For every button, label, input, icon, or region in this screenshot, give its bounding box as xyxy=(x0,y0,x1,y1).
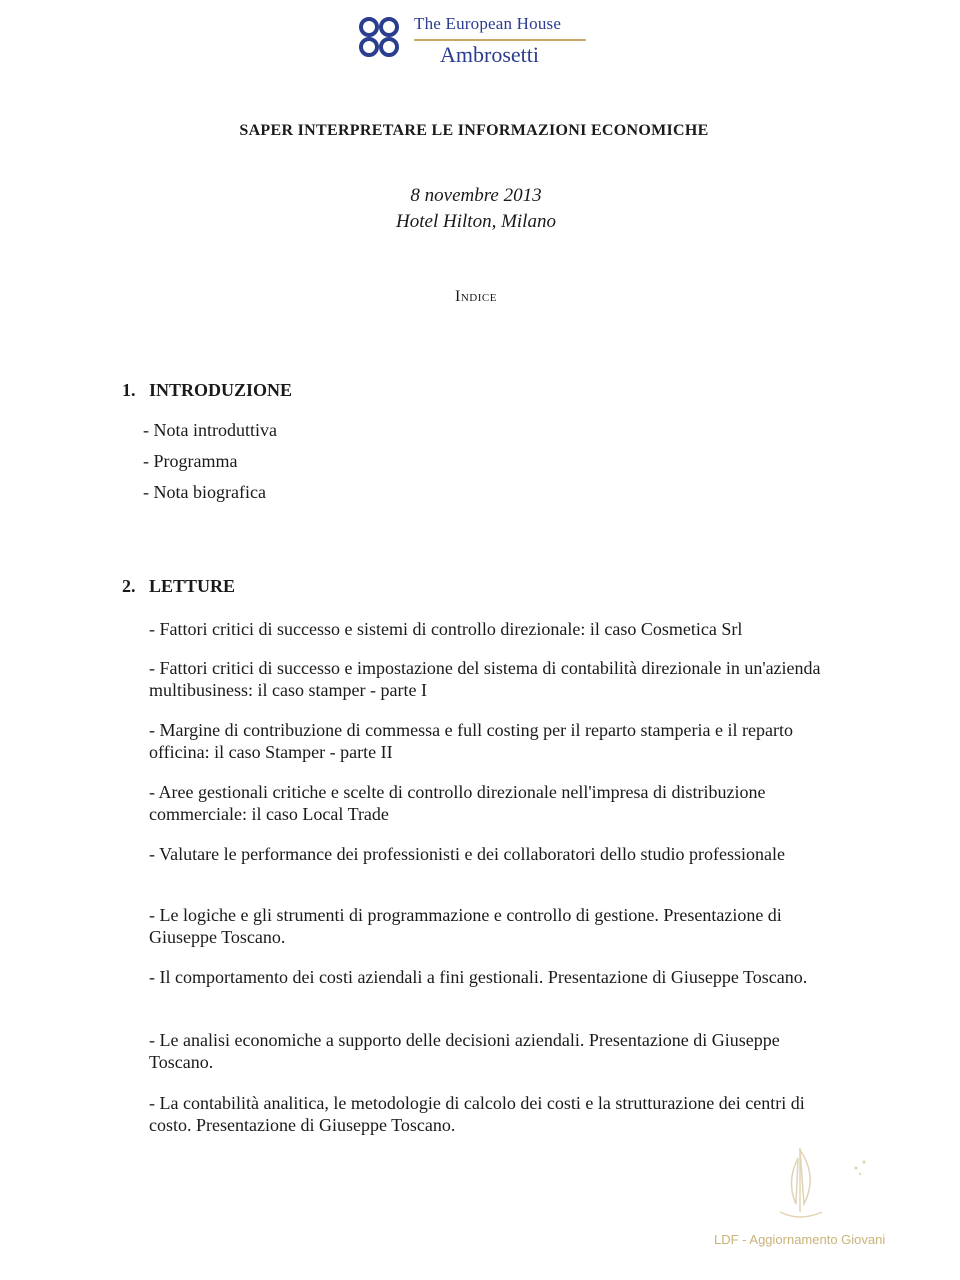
list-item: - Il comportamento dei costi aziendali a fini gestionali. Presentazione di Giuseppe Toscano. xyxy=(149,967,808,987)
ambrosetti-logo-icon xyxy=(356,14,408,60)
list-item: - Programma xyxy=(143,451,238,471)
index-heading: Indice xyxy=(455,288,497,305)
list-item: - Fattori critici di successo e sistemi di controllo direzionale: il caso Cosmetica Srl xyxy=(149,619,743,639)
section-number: 2. xyxy=(122,576,136,596)
sailboat-watermark-icon xyxy=(760,1142,880,1228)
section-title: INTRODUZIONE xyxy=(149,380,293,400)
logo-line-2: Ambrosetti xyxy=(440,42,539,67)
section-heading-letture xyxy=(122,576,235,597)
list-item: - Nota biografica xyxy=(143,482,266,502)
section-number: 1. xyxy=(122,380,136,400)
document-title: SAPER INTERPRETARE LE INFORMAZIONI ECONOMICHE xyxy=(239,122,709,139)
list-item: - Aree gestionali critiche e scelte di controllo direzionale nell'impresa di distribuzione commerciale: il caso Local Trade xyxy=(149,782,766,824)
list-item: - Valutare le performance dei professionisti e dei collaboratori dello studio professionale xyxy=(149,844,785,864)
logo-line-1: The European House xyxy=(414,14,562,33)
event-date: 8 novembre 2013 xyxy=(410,185,542,206)
event-place: Hotel Hilton, Milano xyxy=(396,211,556,232)
list-item: - La contabilità analitica, le metodologie di calcolo dei costi e la strutturazione dei centri di costo. Presentazione di Giuseppe Toscano. xyxy=(149,1093,805,1135)
section-heading-introduzione xyxy=(122,380,292,401)
company-logo xyxy=(356,8,596,66)
list-item: - Fattori critici di successo e impostazione del sistema di contabilità direzionale in un'azienda multibusiness: il caso stamper - parte I xyxy=(149,658,821,700)
section-title: LETTURE xyxy=(149,576,236,596)
watermark-text: LDF - Aggiornamento Giovani xyxy=(714,1232,886,1247)
list-item: - Margine di contribuzione di commessa e full costing per il reparto stamperia e il reparto officina: il caso Stamper - parte II xyxy=(149,720,793,762)
list-item: - Le analisi economiche a supporto delle decisioni aziendali. Presentazione di Giuseppe Toscano. xyxy=(149,1030,780,1072)
list-item: - Le logiche e gli strumenti di programmazione e controllo di gestione. Presentazione di Giuseppe Toscano. xyxy=(149,905,782,947)
list-item: - Nota introduttiva xyxy=(143,420,277,440)
logo-divider xyxy=(414,39,586,41)
